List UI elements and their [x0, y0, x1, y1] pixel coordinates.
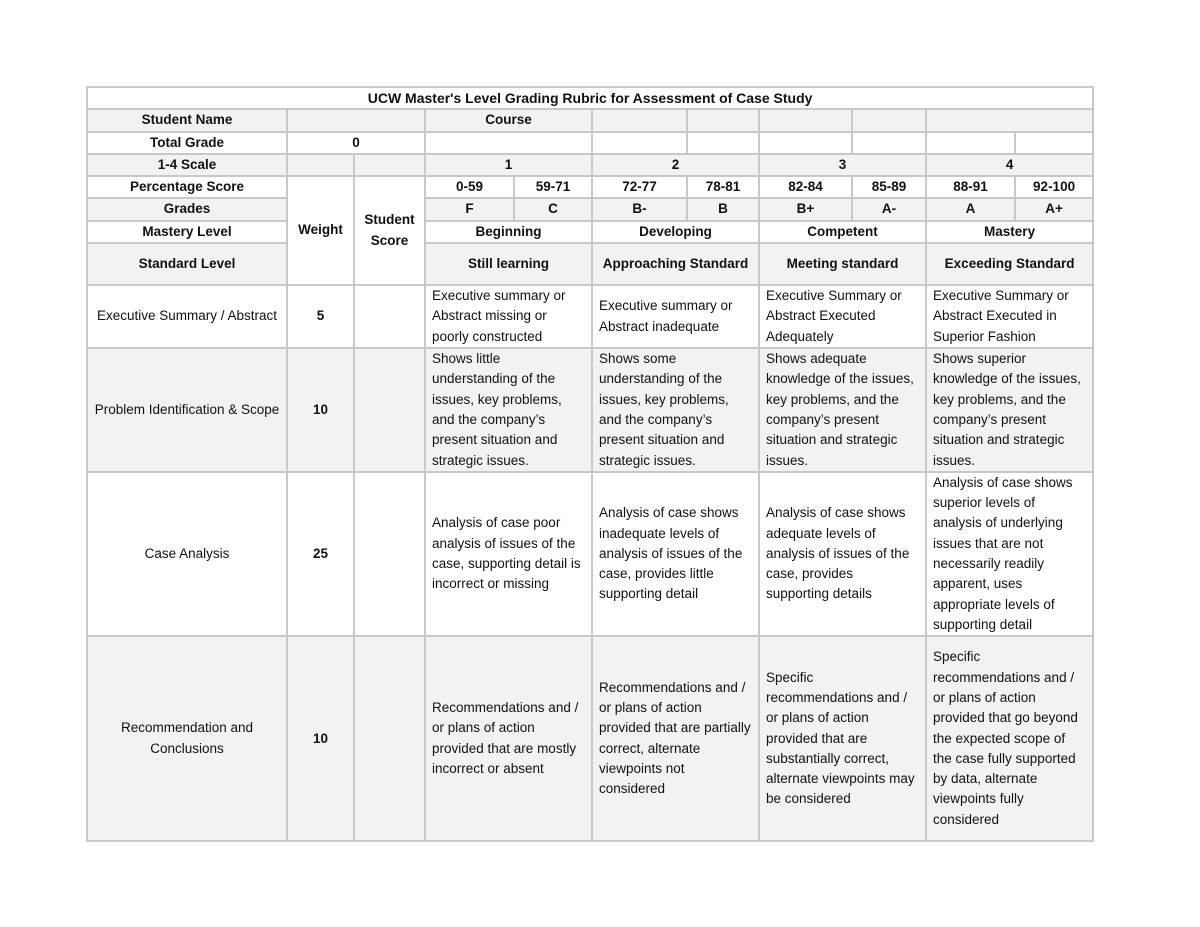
descriptor-mastery: Shows superior knowledge of the issues, key problems, and the company’s present situation and strategic issues. — [926, 348, 1093, 472]
total-grade-empty-5 — [852, 132, 926, 154]
criterion-row — [87, 348, 1093, 472]
descriptor-competent: Analysis of case shows adequate levels of analysis of issues of the case, provides supporting details — [759, 472, 926, 636]
percent-range: 85-89 — [852, 176, 926, 198]
course-label: Course — [425, 109, 592, 131]
course-value-3[interactable] — [759, 109, 852, 131]
total-grade-empty-6 — [926, 132, 1015, 154]
scale-row — [87, 154, 1093, 176]
percent-range: 78-81 — [687, 176, 759, 198]
mastery-level: Competent — [759, 221, 926, 243]
total-grade-empty-1 — [425, 132, 592, 154]
grade-letter: A+ — [1015, 198, 1093, 220]
standard-row — [87, 243, 1093, 285]
descriptor-developing: Recommendations and / or plans of action provided that are partially correct, alternate viewpoints not considered — [592, 636, 759, 841]
scale-empty-2 — [354, 154, 425, 176]
scale-level: 3 — [759, 154, 926, 176]
total-grade-label: Total Grade — [87, 132, 287, 154]
course-value-2[interactable] — [687, 109, 759, 131]
descriptor-mastery: Specific recommendations and / or plans of action provided that go beyond the expected scope of the case fully supported by data, alternate viewpoints fully considered — [926, 636, 1093, 841]
percent-range: 0-59 — [425, 176, 514, 198]
descriptor-mastery: Executive Summary or Abstract Executed in Superior Fashion — [926, 285, 1093, 348]
total-grade-empty-7 — [1015, 132, 1093, 154]
criterion-weight: 10 — [287, 348, 354, 472]
grade-letter: A — [926, 198, 1015, 220]
criterion-name: Problem Identification & Scope — [87, 348, 287, 472]
rubric-title: UCW Master's Level Grading Rubric for Assessment of Case Study — [87, 87, 1093, 109]
grade-letter: A- — [852, 198, 926, 220]
percentage-row — [87, 176, 1093, 198]
criterion-name: Executive Summary / Abstract — [87, 285, 287, 348]
percentage-label: Percentage Score — [87, 176, 287, 198]
student-name-label: Student Name — [87, 109, 287, 131]
grade-letter: B- — [592, 198, 687, 220]
descriptor-mastery: Analysis of case shows superior levels of analysis of underlying issues that are not necessarily readily apparent, uses appropriate levels of supporting detail — [926, 472, 1093, 636]
standard-level: Exceeding Standard — [926, 243, 1093, 285]
mastery-level: Mastery — [926, 221, 1093, 243]
descriptor-competent: Specific recommendations and / or plans of action provided that are substantially correct, alternate viewpoints may be considered — [759, 636, 926, 841]
weight-header: Weight — [287, 176, 354, 285]
descriptor-developing: Executive summary or Abstract inadequate — [592, 285, 759, 348]
grade-letter: F — [425, 198, 514, 220]
course-value-4[interactable] — [852, 109, 926, 131]
grades-label: Grades — [87, 198, 287, 220]
scale-level: 1 — [425, 154, 592, 176]
scale-empty-1 — [287, 154, 354, 176]
mastery-label: Mastery Level — [87, 221, 287, 243]
descriptor-beginning: Analysis of case poor analysis of issues of the case, supporting detail is incorrect or missing — [425, 472, 592, 636]
grade-letter: B — [687, 198, 759, 220]
percent-range: 88-91 — [926, 176, 1015, 198]
criterion-row — [87, 636, 1093, 841]
descriptor-beginning: Recommendations and / or plans of action provided that are mostly incorrect or absent — [425, 636, 592, 841]
total-grade-value: 0 — [287, 132, 425, 154]
criterion-row — [87, 472, 1093, 636]
criterion-row — [87, 285, 1093, 348]
descriptor-competent: Shows adequate knowledge of the issues, key problems, and the company’s present situation and strategic issues. — [759, 348, 926, 472]
criterion-weight: 5 — [287, 285, 354, 348]
percent-range: 72-77 — [592, 176, 687, 198]
scale-level: 2 — [592, 154, 759, 176]
percent-range: 59-71 — [514, 176, 592, 198]
criterion-student-score[interactable] — [354, 636, 425, 841]
descriptor-developing: Analysis of case shows inadequate levels of analysis of issues of the case, provides little supporting detail — [592, 472, 759, 636]
course-value-5[interactable] — [926, 109, 1093, 131]
criterion-weight: 25 — [287, 472, 354, 636]
title-row — [87, 87, 1093, 109]
criterion-student-score[interactable] — [354, 285, 425, 348]
grade-letter: B+ — [759, 198, 852, 220]
descriptor-beginning: Shows little understanding of the issues, key problems, and the company’s present situation and strategic issues. — [425, 348, 592, 472]
total-grade-row — [87, 132, 1093, 154]
percent-range: 92-100 — [1015, 176, 1093, 198]
criterion-student-score[interactable] — [354, 348, 425, 472]
grading-rubric-table — [86, 86, 1094, 842]
criterion-weight: 10 — [287, 636, 354, 841]
standard-level: Still learning — [425, 243, 592, 285]
grades-row — [87, 198, 1093, 220]
grade-letter: C — [514, 198, 592, 220]
student-name-value[interactable] — [287, 109, 425, 131]
total-grade-empty-2 — [592, 132, 687, 154]
standard-level: Meeting standard — [759, 243, 926, 285]
total-grade-empty-3 — [687, 132, 759, 154]
mastery-row — [87, 221, 1093, 243]
scale-label: 1-4 Scale — [87, 154, 287, 176]
total-grade-empty-4 — [759, 132, 852, 154]
standard-level: Approaching Standard — [592, 243, 759, 285]
course-value-1[interactable] — [592, 109, 687, 131]
descriptor-competent: Executive Summary or Abstract Executed Adequately — [759, 285, 926, 348]
criterion-student-score[interactable] — [354, 472, 425, 636]
criterion-name: Case Analysis — [87, 472, 287, 636]
standard-label: Standard Level — [87, 243, 287, 285]
mastery-level: Beginning — [425, 221, 592, 243]
scale-level: 4 — [926, 154, 1093, 176]
mastery-level: Developing — [592, 221, 759, 243]
descriptor-developing: Shows some understanding of the issues, key problems, and the company’s present situation and strategic issues. — [592, 348, 759, 472]
percent-range: 82-84 — [759, 176, 852, 198]
descriptor-beginning: Executive summary or Abstract missing or poorly constructed — [425, 285, 592, 348]
student-score-header: Student Score — [354, 176, 425, 285]
student-name-row — [87, 109, 1093, 131]
criterion-name: Recommendation and Conclusions — [87, 636, 287, 841]
